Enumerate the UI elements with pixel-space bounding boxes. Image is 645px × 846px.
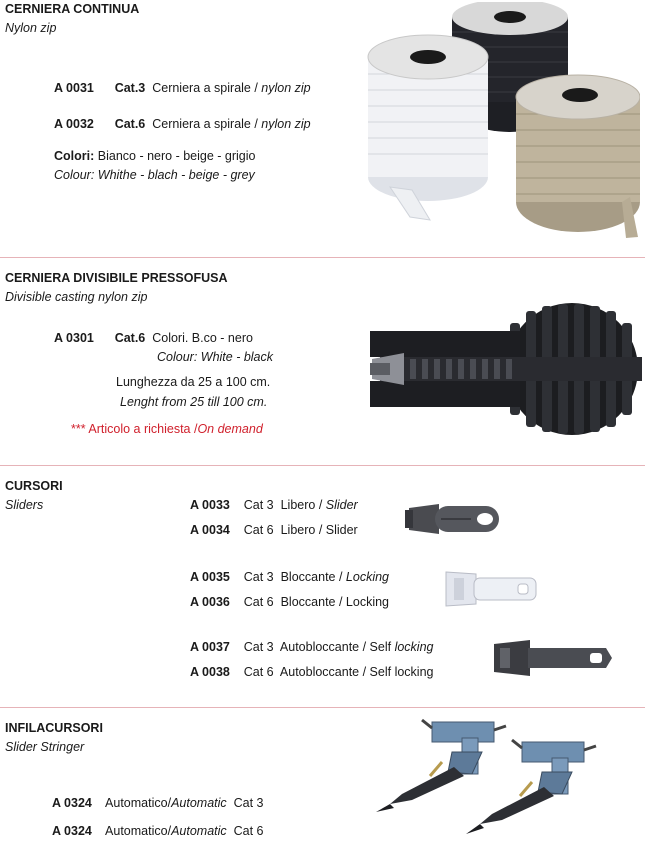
product-category: Cat.3 <box>114 81 146 95</box>
product-code: A 0034 <box>190 523 230 537</box>
product-colors: Colori. B.co - nero <box>152 331 253 345</box>
product-row-a0033 <box>190 498 358 512</box>
product-code: A 0033 <box>190 498 230 512</box>
product-category: Cat 3 <box>243 640 274 654</box>
length-it: Lunghezza da 25 a 100 cm. <box>116 375 271 389</box>
product-colors-en: Colour: White - black <box>157 350 274 364</box>
product-description: Cerniera a spirale / <box>152 117 262 131</box>
section-title-sliders: CURSORI <box>5 479 63 493</box>
on-demand-note <box>71 422 263 436</box>
product-category: Cat.6 <box>114 117 146 131</box>
product-code: A 0301 <box>54 331 94 345</box>
product-description-en: Slider <box>325 498 358 512</box>
divisible-zipper-image <box>370 303 642 435</box>
length-en: Lenght from 25 till 100 cm. <box>120 395 268 409</box>
colors-line-it <box>54 149 255 163</box>
on-demand-en: On demand <box>197 422 263 436</box>
product-category: Cat 6 <box>243 595 274 609</box>
product-row-a0324-cat6 <box>52 824 263 838</box>
product-row-a0036 <box>190 595 389 609</box>
section-title-continuous-zip: CERNIERA CONTINUA <box>5 2 140 16</box>
colors-label: Colori: <box>54 149 95 163</box>
product-row-a0035 <box>190 570 389 584</box>
product-category: Cat.6 <box>114 331 146 345</box>
product-description-en: Automatic <box>171 796 227 810</box>
product-code: A 0324 <box>52 824 92 838</box>
product-row-a0031 <box>54 81 311 95</box>
product-category: Cat 6 <box>226 824 264 838</box>
colors-line-en: Colour: Whithe - blach - beige - grey <box>54 168 255 182</box>
product-code: A 0037 <box>190 640 230 654</box>
product-description: Autobloccante / Self <box>279 640 395 654</box>
product-description: Bloccante / <box>280 570 346 584</box>
product-description-en: Automatic <box>171 824 227 838</box>
product-category: Cat 6 <box>243 523 274 537</box>
product-description-en: locking <box>394 640 434 654</box>
product-code: A 0031 <box>54 81 94 95</box>
product-description-en: locking <box>394 665 434 679</box>
section-subtitle-slider-stringer: Slider Stringer <box>5 740 85 754</box>
product-row-a0038 <box>190 665 433 679</box>
product-row-a0037 <box>190 640 433 654</box>
product-description-en: Locking <box>345 595 390 609</box>
product-row-a0324-cat3 <box>52 796 263 810</box>
slider-free-image <box>405 496 505 542</box>
product-category: Cat 3 <box>226 796 264 810</box>
product-description: Automatico/ <box>105 824 172 838</box>
product-category: Cat 6 <box>243 665 274 679</box>
product-description-en: Slider <box>325 523 358 537</box>
section-divider <box>0 257 645 258</box>
on-demand-label: *** Articolo a richiesta / <box>71 422 198 436</box>
product-description: Cerniera a spirale / <box>152 81 262 95</box>
product-description-en: nylon zip <box>261 117 311 131</box>
product-description: Bloccante / <box>280 595 346 609</box>
product-code: A 0035 <box>190 570 230 584</box>
slider-locking-image <box>440 566 540 612</box>
section-title-slider-stringer: INFILACURSORI <box>5 721 103 735</box>
product-description-en: nylon zip <box>261 81 311 95</box>
product-code: A 0032 <box>54 117 94 131</box>
section-title-divisible-zip: CERNIERA DIVISIBILE PRESSOFUSA <box>5 271 228 285</box>
product-row-a0301 <box>54 331 253 345</box>
product-row-a0032 <box>54 117 311 131</box>
product-code: A 0038 <box>190 665 230 679</box>
product-row-a0034 <box>190 523 358 537</box>
product-description: Automatico/ <box>105 796 172 810</box>
section-subtitle-sliders: Sliders <box>5 498 44 512</box>
slider-self-locking-image <box>490 634 614 682</box>
product-category: Cat 3 <box>243 570 274 584</box>
product-description: Libero / <box>280 498 326 512</box>
section-subtitle-divisible-zip: Divisible casting nylon zip <box>5 290 148 304</box>
product-code: A 0036 <box>190 595 230 609</box>
product-description-en: Locking <box>345 570 390 584</box>
product-description: Libero / <box>280 523 326 537</box>
slider-stringer-tools-image <box>372 712 642 844</box>
product-description: Autobloccante / Self <box>279 665 395 679</box>
product-category: Cat 3 <box>243 498 274 512</box>
section-subtitle-nylon-zip: Nylon zip <box>5 21 57 35</box>
product-code: A 0324 <box>52 796 92 810</box>
nylon-zip-spools-image <box>360 2 640 240</box>
section-divider <box>0 707 645 708</box>
section-divider <box>0 465 645 466</box>
colors-values: Bianco - nero - beige - grigio <box>94 149 256 163</box>
